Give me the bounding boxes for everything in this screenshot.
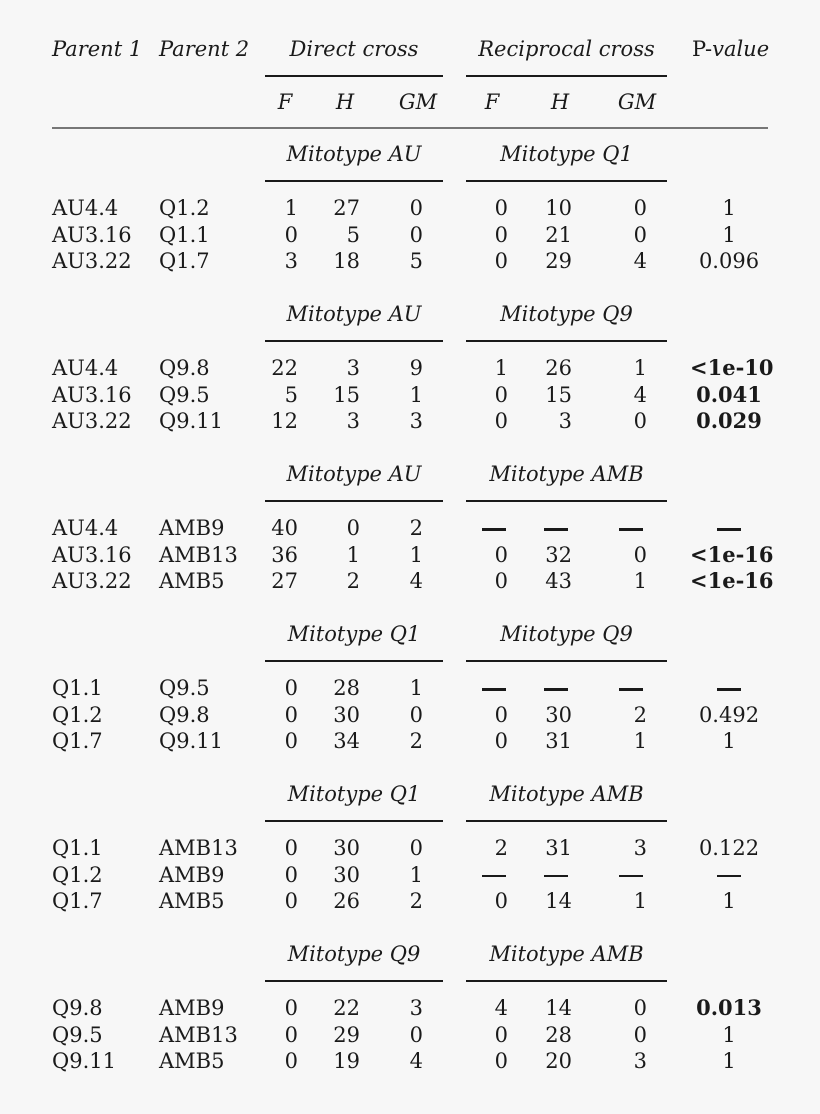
parent2-cell: Q9.8: [159, 702, 210, 727]
parent2-cell: Q9.11: [159, 409, 223, 433]
direct-gm-cell: 0: [409, 222, 423, 247]
reciprocal-f-cell: 0: [494, 889, 508, 913]
pvalue-cell: 1: [722, 1049, 736, 1073]
reciprocal-gm-cell: 1: [633, 889, 647, 913]
pvalue-cell: 0.041: [696, 381, 762, 407]
reciprocal-gm-cell: 1: [633, 356, 647, 380]
reciprocal-h-cell: 43: [545, 569, 572, 593]
subheader-f-direct: F: [277, 90, 293, 114]
dash-icon: [619, 875, 643, 878]
reciprocal-f-cell: 1: [494, 356, 508, 380]
direct-h-cell: 1: [346, 542, 360, 567]
reciprocal-gm-cell: 3: [633, 1049, 647, 1073]
pvalue-cell: <1e-10: [690, 355, 774, 380]
reciprocal-f-cell: 0: [494, 569, 508, 593]
reciprocal-h-cell: 32: [545, 542, 572, 567]
direct-h-cell: 22: [333, 996, 360, 1020]
group-direct-underline: [265, 820, 443, 822]
header-reciprocal-cross: Reciprocal cross: [478, 37, 655, 61]
pvalue-cell: 0.013: [696, 995, 762, 1020]
parent2-cell: Q1.1: [159, 222, 210, 247]
group-reciprocal-underline: [466, 340, 667, 342]
pvalue-cell: 0.029: [696, 408, 762, 433]
direct-gm-cell: 3: [409, 996, 423, 1020]
parent2-cell: Q9.5: [159, 382, 210, 407]
direct-f-cell: 0: [284, 676, 298, 700]
parent1-cell: AU4.4: [52, 196, 119, 220]
direct-f-cell: 27: [271, 569, 298, 593]
direct-gm-cell: 1: [409, 542, 423, 567]
reciprocal-h-dash: [538, 516, 574, 540]
direct-h-cell: 34: [333, 729, 360, 753]
dash-icon: [717, 875, 741, 878]
direct-gm-cell: 0: [409, 836, 423, 860]
reciprocal-gm-cell: 0: [633, 222, 647, 247]
parent2-cell: AMB13: [159, 542, 238, 567]
direct-f-cell: 0: [284, 1022, 298, 1047]
parent2-cell: AMB5: [159, 1049, 225, 1073]
header-pvalue: P-value: [692, 37, 770, 61]
dash-icon: [717, 528, 741, 531]
reciprocal-f-cell: 0: [494, 409, 508, 433]
direct-h-cell: 19: [333, 1049, 360, 1073]
direct-gm-cell: 0: [409, 196, 423, 220]
parent2-cell: Q1.2: [159, 196, 210, 220]
reciprocal-gm-dash: [613, 863, 649, 887]
reciprocal-f-cell: 0: [494, 1049, 508, 1073]
reciprocal-f-cell: 4: [494, 996, 508, 1020]
parent1-cell: Q1.1: [52, 836, 103, 860]
dash-icon: [619, 528, 643, 531]
direct-f-cell: 0: [284, 836, 298, 860]
pvalue-cell: 1: [722, 1022, 736, 1047]
parent1-cell: AU3.16: [52, 542, 132, 567]
subheader-gm-reciprocal: GM: [617, 90, 657, 114]
reciprocal-f-cell: 0: [494, 249, 508, 273]
pvalue-cell: 0.096: [698, 249, 760, 273]
direct-f-cell: 36: [271, 542, 298, 567]
parent2-cell: Q9.8: [159, 356, 210, 380]
direct-gm-cell: 1: [409, 862, 423, 887]
pvalue-cell: 1: [722, 196, 736, 220]
reciprocal-f-cell: 0: [494, 222, 508, 247]
direct-f-cell: 22: [271, 356, 298, 380]
reciprocal-gm-dash: [613, 516, 649, 540]
reciprocal-gm-cell: 0: [633, 196, 647, 220]
pvalue-dash: [690, 676, 768, 700]
direct-h-cell: 28: [333, 676, 360, 700]
parent2-cell: Q9.5: [159, 676, 210, 700]
reciprocal-gm-cell: 0: [633, 996, 647, 1020]
group-direct-mitotype: Mitotype Q1: [287, 622, 421, 646]
group-direct-underline: [265, 500, 443, 502]
group-reciprocal-mitotype: Mitotype Q9: [500, 302, 633, 326]
direct-h-cell: 30: [333, 836, 360, 860]
subheader-h-reciprocal: H: [550, 90, 570, 114]
header-divider: [52, 127, 768, 129]
reciprocal-gm-cell: 0: [633, 409, 647, 433]
direct-f-cell: 40: [271, 516, 298, 540]
group-direct-underline: [265, 180, 443, 182]
reciprocal-f-cell: 0: [494, 702, 508, 727]
group-direct-underline: [265, 660, 443, 662]
reciprocal-f-cell: 0: [494, 1022, 508, 1047]
parent2-cell: AMB9: [159, 516, 225, 540]
direct-f-cell: 3: [284, 249, 298, 273]
group-reciprocal-underline: [466, 660, 667, 662]
parent2-cell: AMB9: [159, 996, 225, 1020]
subheader-f-reciprocal: F: [484, 90, 500, 114]
group-reciprocal-mitotype: Mitotype Q9: [500, 622, 633, 646]
reciprocal-h-dash: [538, 676, 574, 700]
reciprocal-h-cell: 3: [558, 409, 572, 433]
parent1-cell: AU3.22: [52, 249, 132, 273]
group-direct-mitotype: Mitotype AU: [286, 142, 422, 166]
group-reciprocal-mitotype: Mitotype Q1: [500, 142, 633, 166]
parent1-cell: Q9.11: [52, 1049, 116, 1073]
direct-h-cell: 18: [333, 249, 360, 273]
parent2-cell: AMB5: [159, 569, 225, 593]
direct-h-cell: 3: [346, 356, 360, 380]
reciprocal-h-dash: [538, 863, 574, 887]
parent1-cell: AU3.16: [52, 382, 132, 407]
reciprocal-h-cell: 31: [545, 836, 572, 860]
reciprocal-gm-cell: 2: [633, 702, 647, 727]
parent2-cell: AMB13: [159, 1022, 238, 1047]
parent1-cell: AU4.4: [52, 356, 119, 380]
reciprocal-f-cell: 0: [494, 196, 508, 220]
dash-icon: [619, 688, 643, 691]
dash-icon: [544, 688, 568, 691]
reciprocal-gm-cell: 4: [633, 249, 647, 273]
direct-h-cell: 30: [333, 862, 360, 887]
direct-gm-cell: 9: [409, 356, 423, 380]
group-direct-mitotype: Mitotype Q1: [287, 782, 421, 806]
parent1-cell: Q1.2: [52, 862, 103, 887]
group-reciprocal-underline: [466, 980, 667, 982]
group-reciprocal-mitotype: Mitotype AMB: [489, 782, 644, 806]
direct-gm-cell: 2: [409, 516, 423, 540]
parent1-cell: AU3.16: [52, 222, 132, 247]
parent1-cell: AU4.4: [52, 516, 119, 540]
direct-f-cell: 0: [284, 996, 298, 1020]
direct-gm-cell: 2: [409, 729, 423, 753]
reciprocal-gm-cell: 1: [633, 729, 647, 753]
pvalue-cell: 0.492: [698, 702, 760, 727]
dash-icon: [544, 528, 568, 531]
reciprocal-f-dash: [478, 676, 510, 700]
dash-icon: [717, 688, 741, 691]
header-parent2: Parent 2: [159, 37, 250, 61]
direct-f-cell: 0: [284, 729, 298, 753]
pvalue-cell: <1e-16: [690, 568, 774, 593]
dash-icon: [544, 875, 568, 878]
pvalue-dash: [690, 516, 768, 540]
group-direct-mitotype: Mitotype AU: [286, 302, 422, 326]
group-direct-mitotype: Mitotype Q9: [287, 942, 421, 966]
group-direct-underline: [265, 980, 443, 982]
subheader-gm-direct: GM: [398, 90, 438, 114]
subheader-h-direct: H: [335, 90, 355, 114]
parent1-cell: Q1.7: [52, 729, 103, 753]
parent2-cell: AMB13: [159, 836, 238, 860]
parent2-cell: AMB9: [159, 862, 225, 887]
group-reciprocal-underline: [466, 500, 667, 502]
reciprocal-gm-cell: 3: [633, 836, 647, 860]
header-direct-cross: Direct cross: [289, 37, 419, 61]
direct-gm-cell: 4: [409, 569, 423, 593]
dash-icon: [482, 875, 506, 878]
reciprocal-h-cell: 30: [545, 702, 572, 727]
pvalue-dash: [690, 863, 768, 887]
reciprocal-f-dash: [478, 863, 510, 887]
direct-h-cell: 5: [346, 222, 360, 247]
reciprocal-gm-cell: 4: [633, 382, 647, 407]
dash-icon: [482, 688, 506, 691]
direct-gm-cell: 3: [409, 409, 423, 433]
reciprocal-h-cell: 20: [545, 1049, 572, 1073]
parent2-cell: Q9.11: [159, 729, 223, 753]
header-parent1: Parent 1: [52, 37, 143, 61]
direct-h-cell: 29: [333, 1022, 360, 1047]
parent1-cell: Q1.2: [52, 702, 103, 727]
pvalue-cell: <1e-16: [690, 541, 774, 567]
reciprocal-gm-cell: 1: [633, 569, 647, 593]
direct-gm-cell: 2: [409, 889, 423, 913]
parent2-cell: Q1.7: [159, 249, 210, 273]
reciprocal-f-dash: [478, 516, 510, 540]
reciprocal-f-cell: 0: [494, 382, 508, 407]
dash-icon: [482, 528, 506, 531]
parent1-cell: Q9.5: [52, 1022, 103, 1047]
direct-f-cell: 0: [284, 222, 298, 247]
parent2-cell: AMB5: [159, 889, 225, 913]
direct-h-cell: 27: [333, 196, 360, 220]
reciprocal-h-cell: 14: [545, 996, 572, 1020]
pvalue-cell: 1: [722, 729, 736, 753]
direct-f-cell: 0: [284, 1049, 298, 1073]
direct-f-cell: 12: [271, 409, 298, 433]
parent1-cell: Q1.7: [52, 889, 103, 913]
reciprocal-h-cell: 15: [545, 382, 572, 407]
direct-gm-cell: 4: [409, 1049, 423, 1073]
direct-cross-underline: [265, 75, 443, 77]
group-reciprocal-underline: [466, 820, 667, 822]
group-direct-mitotype: Mitotype AU: [286, 462, 422, 486]
direct-h-cell: 0: [346, 516, 360, 540]
direct-f-cell: 0: [284, 889, 298, 913]
reciprocal-f-cell: 0: [494, 729, 508, 753]
direct-h-cell: 2: [346, 569, 360, 593]
direct-f-cell: 1: [284, 196, 298, 220]
direct-gm-cell: 0: [409, 1022, 423, 1047]
direct-gm-cell: 1: [409, 382, 423, 407]
pvalue-cell: 1: [722, 222, 736, 247]
reciprocal-h-cell: 29: [545, 249, 572, 273]
direct-f-cell: 5: [284, 382, 298, 407]
direct-h-cell: 15: [333, 382, 360, 407]
reciprocal-h-cell: 26: [545, 356, 572, 380]
group-reciprocal-mitotype: Mitotype AMB: [489, 462, 644, 486]
direct-gm-cell: 5: [409, 249, 423, 273]
reciprocal-f-cell: 0: [494, 542, 508, 567]
group-reciprocal-underline: [466, 180, 667, 182]
reciprocal-h-cell: 31: [545, 729, 572, 753]
reciprocal-gm-cell: 0: [633, 1022, 647, 1047]
direct-h-cell: 30: [333, 702, 360, 727]
reciprocal-h-cell: 10: [545, 196, 572, 220]
direct-f-cell: 0: [284, 702, 298, 727]
reciprocal-h-cell: 14: [545, 889, 572, 913]
parent1-cell: AU3.22: [52, 409, 132, 433]
reciprocal-gm-dash: [613, 676, 649, 700]
parent1-cell: Q9.8: [52, 996, 103, 1020]
reciprocal-f-cell: 2: [494, 836, 508, 860]
reciprocal-gm-cell: 0: [633, 542, 647, 567]
direct-gm-cell: 1: [409, 676, 423, 700]
parent1-cell: AU3.22: [52, 569, 132, 593]
group-reciprocal-mitotype: Mitotype AMB: [489, 942, 644, 966]
reciprocal-h-cell: 28: [545, 1022, 572, 1047]
pvalue-cell: 0.122: [698, 836, 760, 860]
group-direct-underline: [265, 340, 443, 342]
direct-f-cell: 0: [284, 862, 298, 887]
direct-h-cell: 26: [333, 889, 360, 913]
parent1-cell: Q1.1: [52, 676, 103, 700]
reciprocal-h-cell: 21: [545, 222, 572, 247]
pvalue-cell: 1: [722, 889, 736, 913]
direct-gm-cell: 0: [409, 702, 423, 727]
reciprocal-cross-underline: [466, 75, 667, 77]
direct-h-cell: 3: [346, 409, 360, 433]
